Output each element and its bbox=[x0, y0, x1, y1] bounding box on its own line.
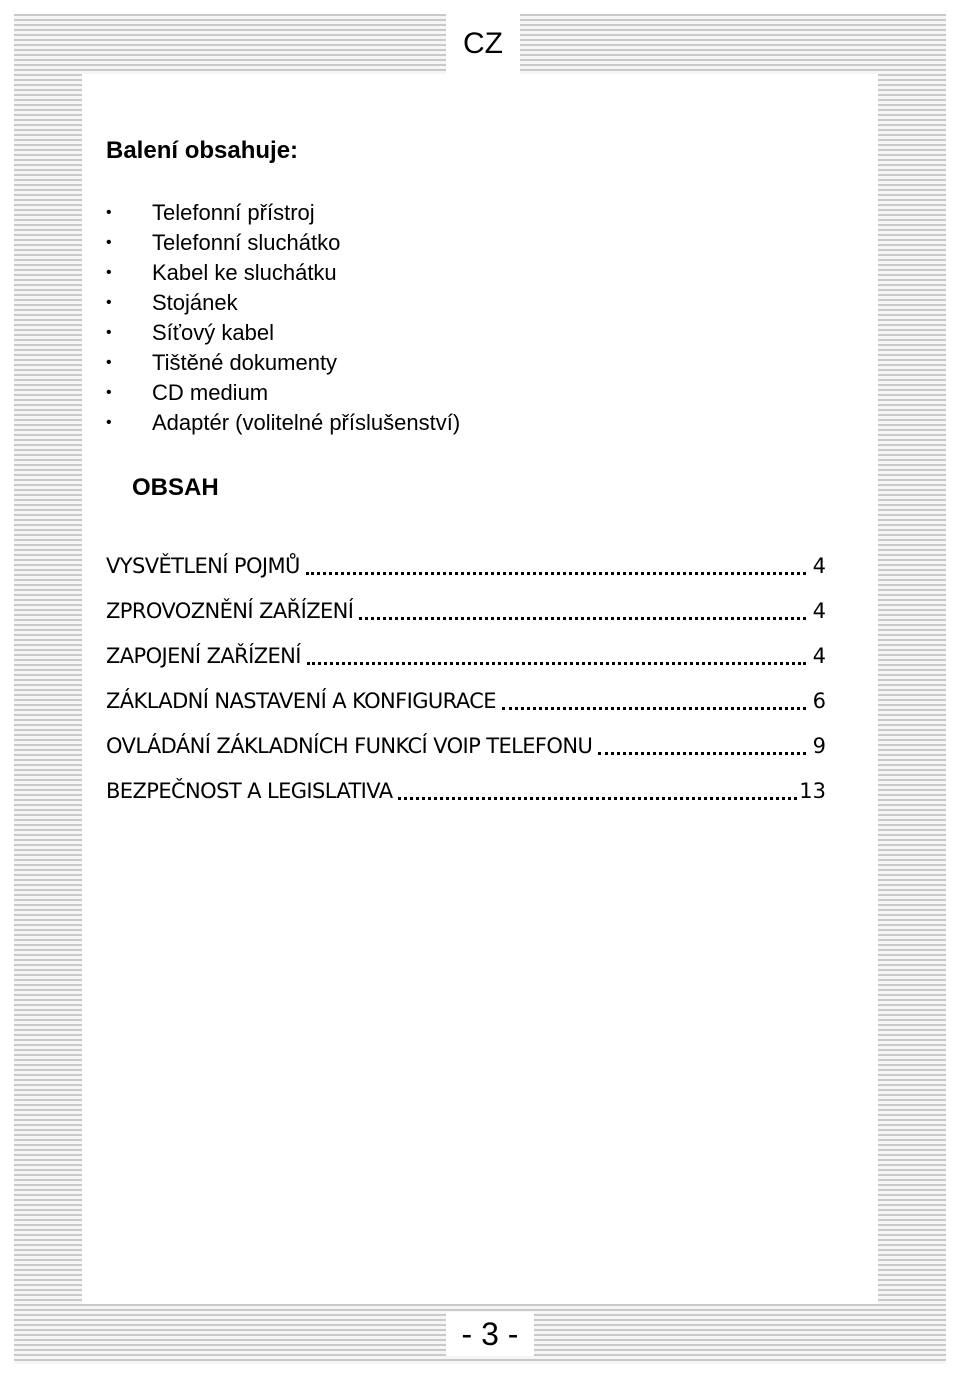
toc-dot-leader bbox=[398, 797, 797, 800]
toc-entry-page: 4 bbox=[812, 599, 826, 623]
toc-entry-page: 6 bbox=[812, 689, 826, 713]
package-item-label: Kabel ke sluchátku bbox=[152, 260, 337, 285]
package-item bbox=[106, 318, 460, 348]
toc-dot-leader bbox=[502, 707, 806, 710]
toc-entry-label: BEZPEČNOST A LEGISLATIVA bbox=[106, 779, 393, 803]
toc-entry-page: 9 bbox=[812, 734, 826, 758]
package-item bbox=[106, 198, 460, 228]
toc-entry[interactable] bbox=[106, 761, 826, 806]
decorative-border-left bbox=[14, 74, 82, 1364]
toc-entry[interactable] bbox=[106, 671, 826, 716]
toc-dot-leader bbox=[307, 662, 806, 665]
table-of-contents bbox=[106, 536, 826, 806]
package-item-label: Tištěné dokumenty bbox=[152, 350, 338, 375]
toc-dot-leader bbox=[306, 572, 806, 575]
toc-entry-page: 4 bbox=[812, 644, 826, 668]
toc-title: OBSAH bbox=[132, 474, 219, 501]
toc-entry-page: 4 bbox=[812, 554, 826, 578]
toc-entry[interactable] bbox=[106, 716, 826, 761]
package-item-label: CD medium bbox=[152, 380, 269, 405]
bullet-icon: • bbox=[106, 324, 112, 341]
toc-entry-label: ZAPOJENÍ ZAŘÍZENÍ bbox=[106, 644, 301, 668]
decorative-border-top-left bbox=[14, 14, 446, 74]
package-item-label: Stojánek bbox=[152, 290, 238, 315]
bullet-icon: • bbox=[106, 354, 112, 371]
package-item-label: Telefonní sluchátko bbox=[152, 230, 341, 255]
toc-entry-label: ZPROVOZNĚNÍ ZAŘÍZENÍ bbox=[106, 599, 354, 623]
bullet-icon: • bbox=[106, 264, 112, 281]
toc-dot-leader bbox=[598, 752, 806, 755]
bullet-icon: • bbox=[106, 414, 112, 431]
language-code: CZ bbox=[446, 24, 520, 64]
package-item bbox=[106, 258, 460, 288]
package-contents-title: Balení obsahuje: bbox=[106, 137, 299, 164]
toc-entry-label: ZÁKLADNÍ NASTAVENÍ A KONFIGURACE bbox=[106, 689, 496, 713]
bullet-icon: • bbox=[106, 294, 112, 311]
toc-entry-label: OVLÁDÁNÍ ZÁKLADNÍCH FUNKCÍ VOIP TELEFONU bbox=[106, 734, 593, 758]
package-contents-list bbox=[106, 198, 460, 438]
toc-entry-page: 13 bbox=[799, 779, 826, 803]
package-item bbox=[106, 378, 460, 408]
package-item-label: Adaptér (volitelné příslušenství) bbox=[152, 410, 461, 435]
toc-entry[interactable] bbox=[106, 536, 826, 581]
toc-entry-label: VYSVĚTLENÍ POJMŮ bbox=[106, 554, 300, 578]
page-number: - 3 - bbox=[446, 1312, 534, 1356]
toc-entry[interactable] bbox=[106, 581, 826, 626]
package-item-label: Síťový kabel bbox=[152, 320, 274, 345]
package-item bbox=[106, 288, 460, 318]
toc-entry[interactable] bbox=[106, 626, 826, 671]
package-item bbox=[106, 408, 460, 438]
package-item bbox=[106, 348, 460, 378]
toc-dot-leader bbox=[359, 617, 806, 620]
bullet-icon: • bbox=[106, 204, 112, 221]
bullet-icon: • bbox=[106, 384, 112, 401]
package-item bbox=[106, 228, 460, 258]
decorative-border-right bbox=[878, 74, 946, 1364]
decorative-border-top-right bbox=[520, 14, 946, 74]
package-item-label: Telefonní přístroj bbox=[152, 200, 315, 225]
bullet-icon: • bbox=[106, 234, 112, 251]
